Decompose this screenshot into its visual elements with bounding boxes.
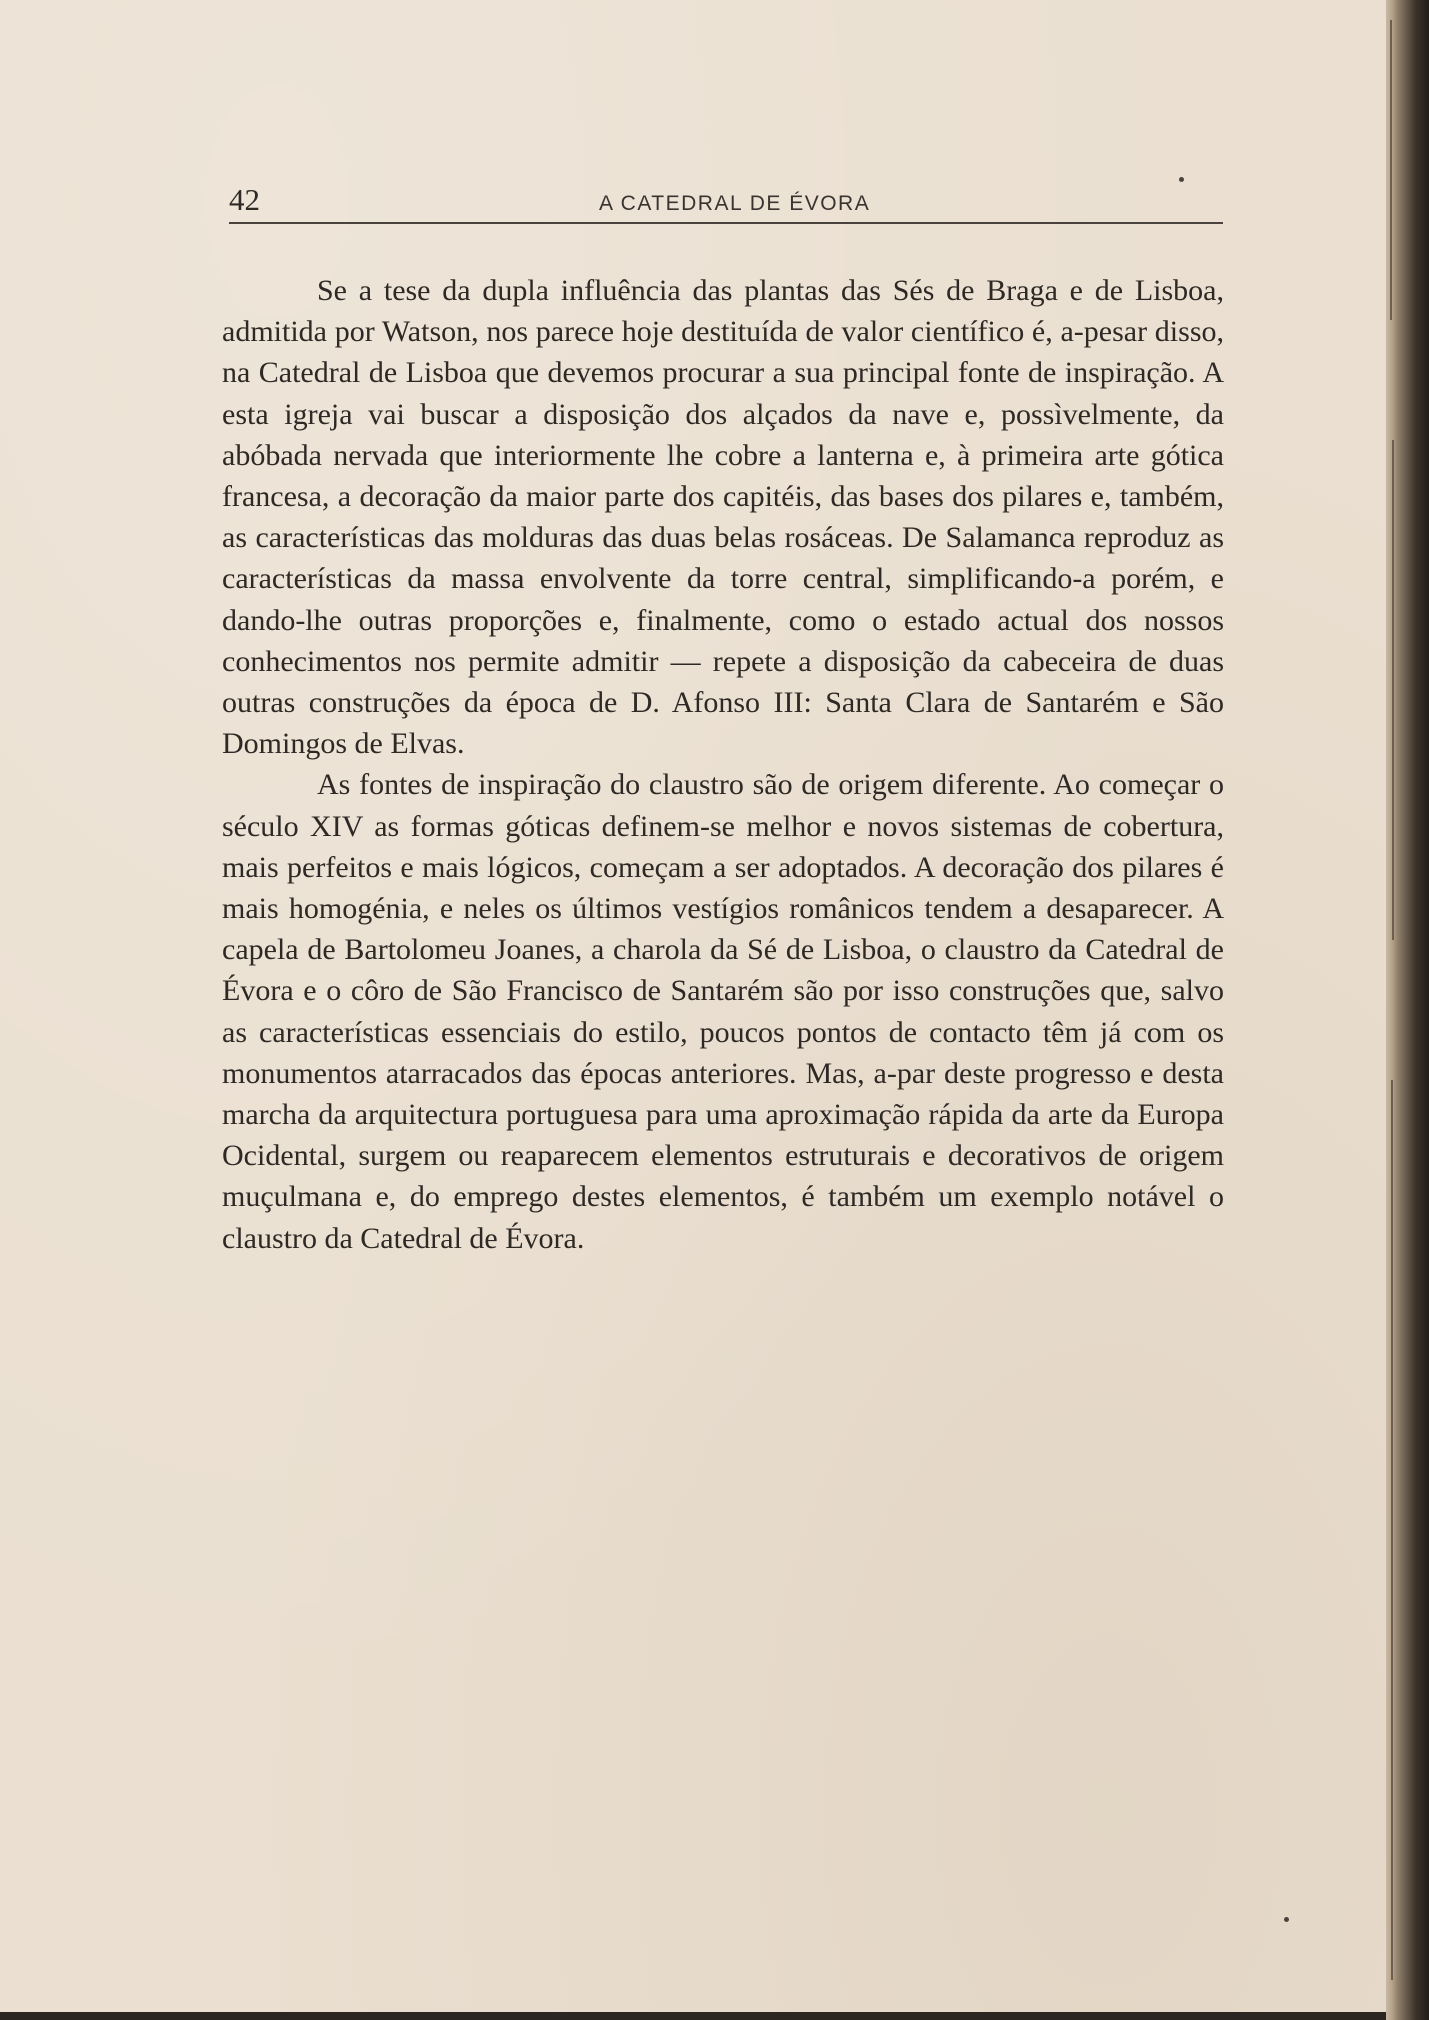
paragraph: Se a tese da dupla influência das plantas das Sés de Braga e de Lisboa, admitida por Watson, nos parece hoje destituída de valor científico é, a-pesar disso, na Catedral de Lisboa que devemos procurar a sua principal fonte de inspiração. A esta igreja vai buscar a disposição dos alçados da nave e, possìvelmente, da abóbada nervada que interiormente lhe cobre a lanterna e, à primeira arte gótica francesa, a decoração da maior parte dos capitéis, das bases dos pilares e, também, as características das molduras das duas belas rosáceas. De Salamanca reproduz as características da massa envolvente da torre central, simplificando-a porém, e dando-lhe outras proporções e, finalmente, como o estado actual dos nossos conhecimentos nos permite admitir — repete a disposição da cabeceira de duas outras construções da época de D. Afonso III: Santa Clara de Santarém e São Domingos de Elvas. <box>222 274 1224 761</box>
book-spine-edge <box>1386 0 1429 2020</box>
running-title: A CATEDRAL DE ÉVORA <box>599 192 871 215</box>
body-text <box>222 270 1224 1259</box>
paragraph: As fontes de inspiração do claustro são de origem diferente. Ao começar o século XIV as formas góticas definem-se melhor e novos sistemas de cobertura, mais perfeitos e mais lógicos, começam a ser adoptados. A decoração dos pilares é mais homogénia, e neles os últimos vestígios românicos tendem a desaparecer. A capela de Bartolomeu Joanes, a charola da Sé de Lisboa, o claustro da Catedral de Évora e o côro de São Francisco de Santarém são por isso construções que, salvo as características essenciais do estilo, poucos pontos de contacto têm já com os monumentos atarracados das épocas anteriores. Mas, a-par deste progresso e desta marcha da arquitectura portuguesa para uma aproximação rápida da arte da Europa Ocidental, surgem ou reaparecem elementos estruturais e decorativos de origem muçulmana e, do emprego destes elementos, é também um exemplo notável o claustro da Catedral de Évora. <box>222 768 1224 1255</box>
page-header <box>229 178 1223 230</box>
edge-line <box>1391 1080 1393 1980</box>
header-rule <box>229 222 1223 224</box>
page-number: 42 <box>229 182 260 217</box>
ink-speck <box>1284 1917 1289 1922</box>
edge-line <box>1390 20 1392 320</box>
ink-speck <box>1179 177 1184 182</box>
edge-line <box>1392 440 1394 940</box>
